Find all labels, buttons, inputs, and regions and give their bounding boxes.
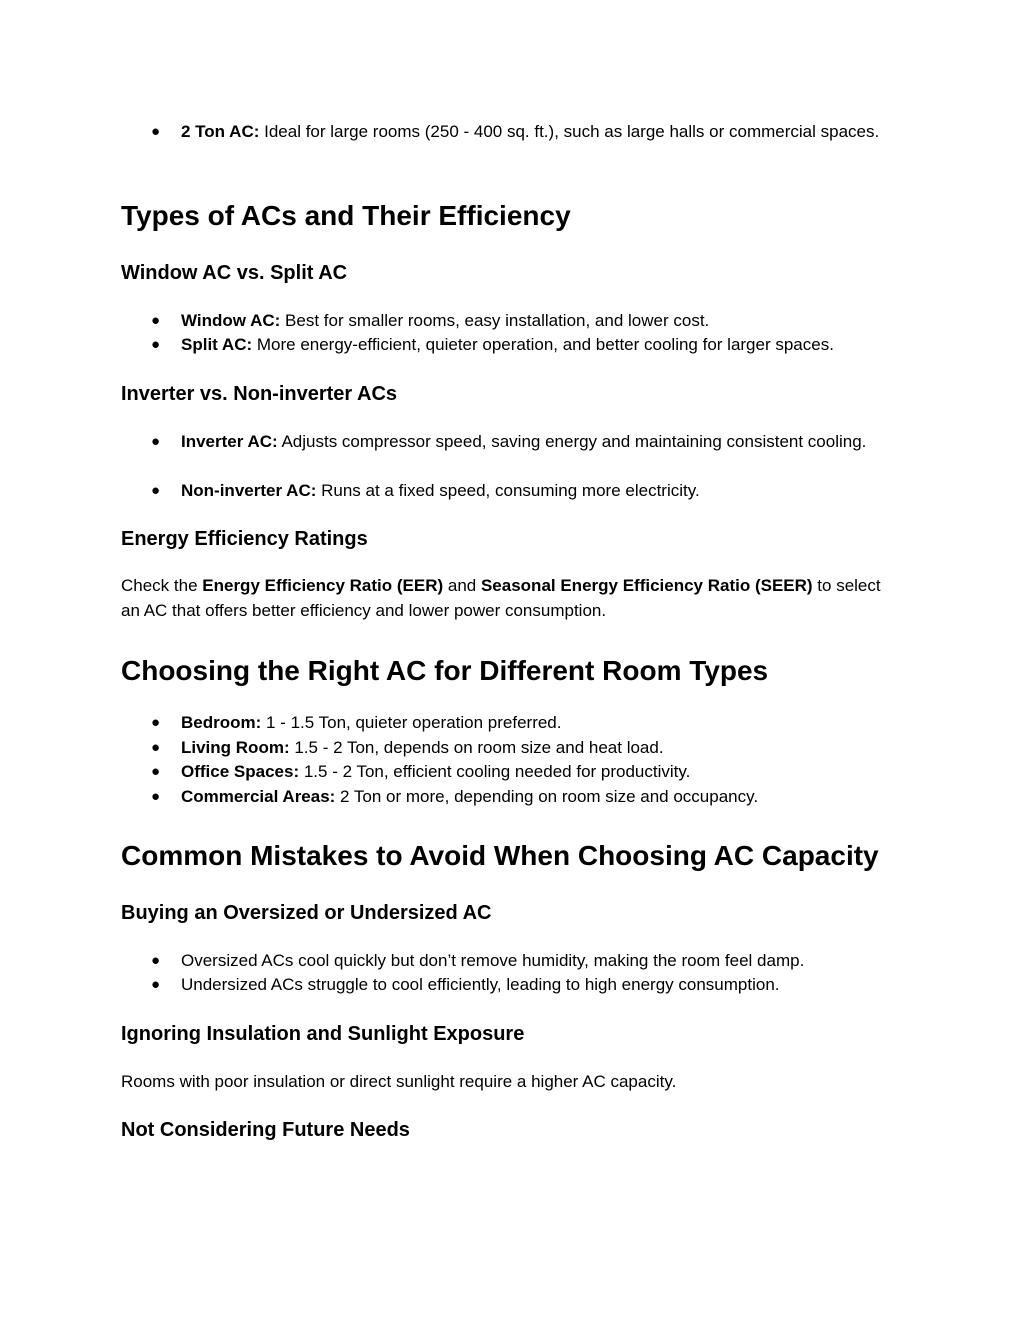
list-item (151, 784, 891, 809)
list-item-term: Office Spaces: (181, 762, 300, 781)
list-item-term: Window AC: (181, 311, 281, 330)
bullet-icon: ● (151, 714, 161, 731)
section-heading: Choosing the Right AC for Different Room Types (121, 655, 769, 686)
emphasis-term: Energy Efficiency Ratio (EER) (202, 576, 444, 595)
list-item (151, 119, 891, 144)
bullet-icon: ● (151, 739, 161, 756)
list-item-text: Ideal for large rooms (250 - 400 sq. ft.), such as large halls or commercial spaces. (259, 122, 880, 141)
bullet-icon: ● (151, 433, 161, 450)
list-item-text: Adjusts compressor speed, saving energy and maintaining consistent cooling. (277, 432, 867, 451)
list-item-text: More energy-efficient, quieter operation, and better cooling for larger spaces. (252, 335, 834, 354)
bullet-icon: ● (151, 976, 161, 993)
subsection-heading: Window AC vs. Split AC (121, 262, 348, 284)
list-item-text: Oversized ACs cool quickly but don’t remove humidity, making the room feel damp. (181, 951, 805, 970)
bullet-icon: ● (151, 336, 161, 353)
emphasis-term: Seasonal Energy Efficiency Ratio (SEER) (480, 576, 813, 595)
list-item-text: 1.5 - 2 Ton, depends on room size and heat load. (289, 738, 664, 757)
list-item-text: 1.5 - 2 Ton, efficient cooling needed for productivity. (299, 762, 691, 781)
list-item (151, 759, 891, 784)
list-item-term: 2 Ton AC: (181, 122, 260, 141)
subsection-heading: Buying an Oversized or Undersized AC (121, 902, 492, 924)
list-item-term: Bedroom: (181, 713, 262, 732)
bullet-icon: ● (151, 123, 161, 140)
list-item-term: Commercial Areas: (181, 787, 336, 806)
list-item-term: Non-inverter AC: (181, 481, 317, 500)
subsection-heading: Not Considering Future Needs (121, 1119, 410, 1141)
bullet-icon: ● (151, 482, 161, 499)
section-heading: Types of ACs and Their Efficiency (121, 200, 571, 231)
list-item-term: Living Room: (181, 738, 290, 757)
list-item-text: Best for smaller rooms, easy installation, and lower cost. (280, 311, 710, 330)
bullet-icon: ● (151, 312, 161, 329)
section-heading: Common Mistakes to Avoid When Choosing AC Capacity (121, 840, 879, 871)
list-item (151, 948, 891, 973)
list-item-term: Split AC: (181, 335, 253, 354)
paragraph: Check the Energy Efficiency Ratio (EER) and Seasonal Energy Efficiency Ratio (SEER) to select an AC that offers better efficiency and lower power consumption. (121, 576, 881, 620)
list-item (151, 735, 891, 760)
paragraph: Rooms with poor insulation or direct sunlight require a higher AC capacity. (121, 1072, 677, 1091)
list-item (151, 972, 891, 997)
list-item (151, 308, 891, 333)
list-item-text: Runs at a fixed speed, consuming more electricity. (316, 481, 700, 500)
bullet-icon: ● (151, 952, 161, 969)
subsection-heading: Inverter vs. Non-inverter ACs (121, 383, 398, 405)
list-item (151, 478, 891, 503)
list-item (151, 332, 891, 357)
bullet-icon: ● (151, 788, 161, 805)
list-item-text: Undersized ACs struggle to cool efficiently, leading to high energy consumption. (181, 975, 780, 994)
list-item-text: 2 Ton or more, depending on room size and occupancy. (335, 787, 759, 806)
bullet-icon: ● (151, 763, 161, 780)
subsection-heading: Ignoring Insulation and Sunlight Exposure (121, 1023, 525, 1045)
list-item-term: Inverter AC: (181, 432, 278, 451)
list-item-text: 1 - 1.5 Ton, quieter operation preferred. (261, 713, 562, 732)
subsection-heading: Energy Efficiency Ratings (121, 528, 368, 550)
list-item (151, 710, 891, 735)
list-item (151, 429, 891, 454)
